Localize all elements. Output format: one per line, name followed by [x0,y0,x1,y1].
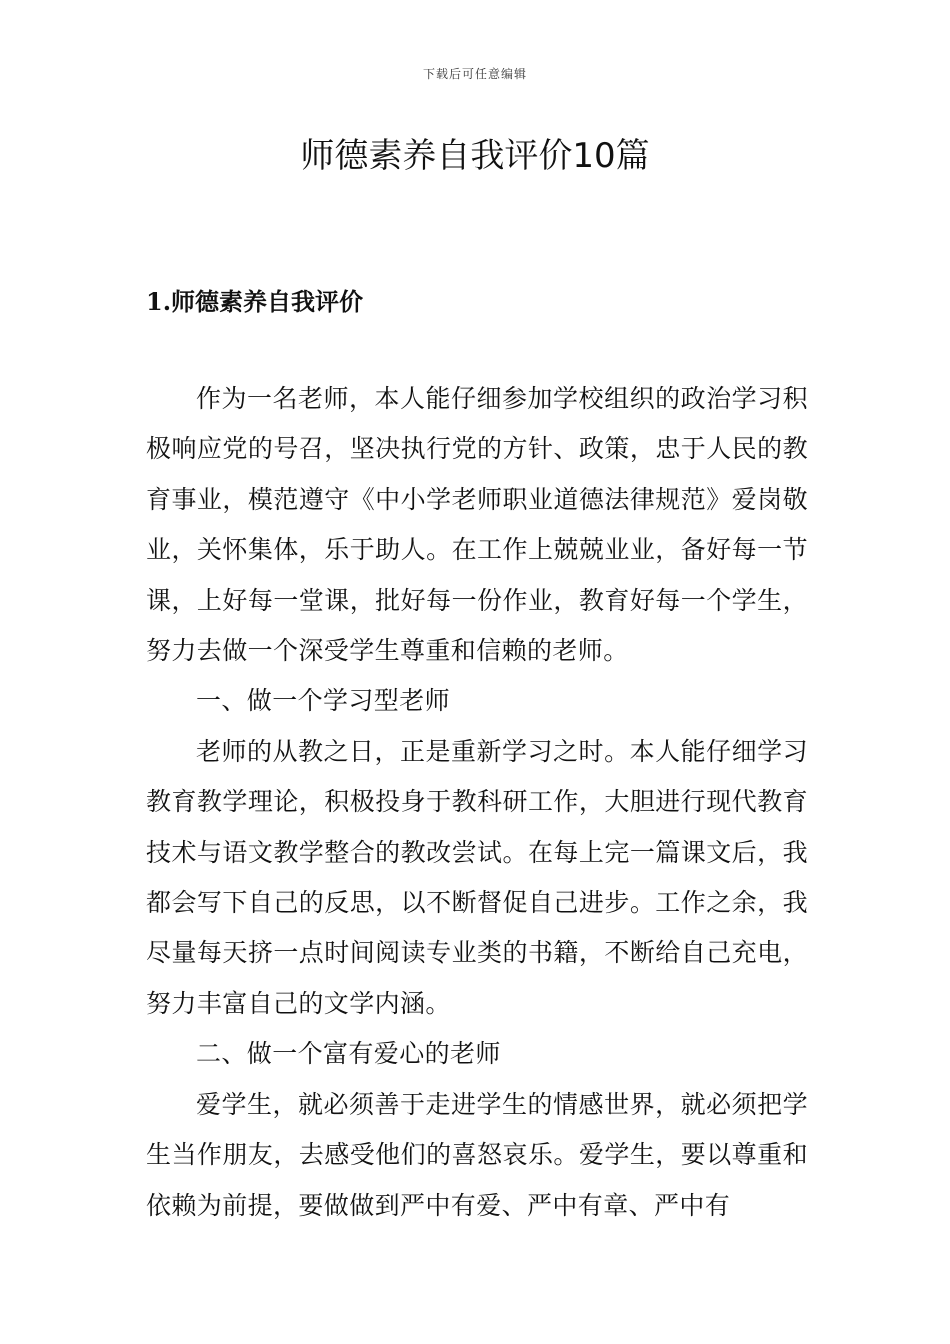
subheading-learning-teacher: 一、做一个学习型老师 [196,686,451,716]
section-title: 1.师德素养自我评价 [146,287,364,316]
paragraph-intro: 作为一名老师，本人能仔细参加学校组织的政治学习积极响应党的号召，坚决执行党的方针、政策，忠于人民的教育事业，模范遵守《中小学老师职业道德法律规范》爱岗敬业，关怀集体，乐于助人。在工作上兢兢业业，备好每一节课，上好每一堂课，批好每一份作业，教育好每一个学生，努力去做一个深受学生尊重和信赖的老师。 [146,384,808,666]
subheading-caring-teacher: 二、做一个富有爱心的老师 [196,1039,501,1069]
paragraph-caring: 爱学生，就必须善于走进学生的情感世界，就必须把学生当作朋友，去感受他们的喜怒哀乐。爱学生，要以尊重和依赖为前提，要做做到严中有爱、严中有章、严中有 [146,1089,808,1220]
header-note: 下载后可任意编辑 [422,67,527,81]
document-title: 师德素养自我评价10篇 [300,136,650,176]
document-body [146,374,808,1231]
paragraph-learning: 老师的从教之日，正是重新学习之时。本人能仔细学习教育教学理论，积极投身于教科研工作，大胆进行现代教育技术与语文教学整合的教改尝试。在每上完一篇课文后，我都会写下自己的反思，以不断督促自己进步。工作之余，我尽量每天挤一点时间阅读专业类的书籍，不断给自己充电，努力丰富自己的文学内涵。 [146,736,808,1018]
